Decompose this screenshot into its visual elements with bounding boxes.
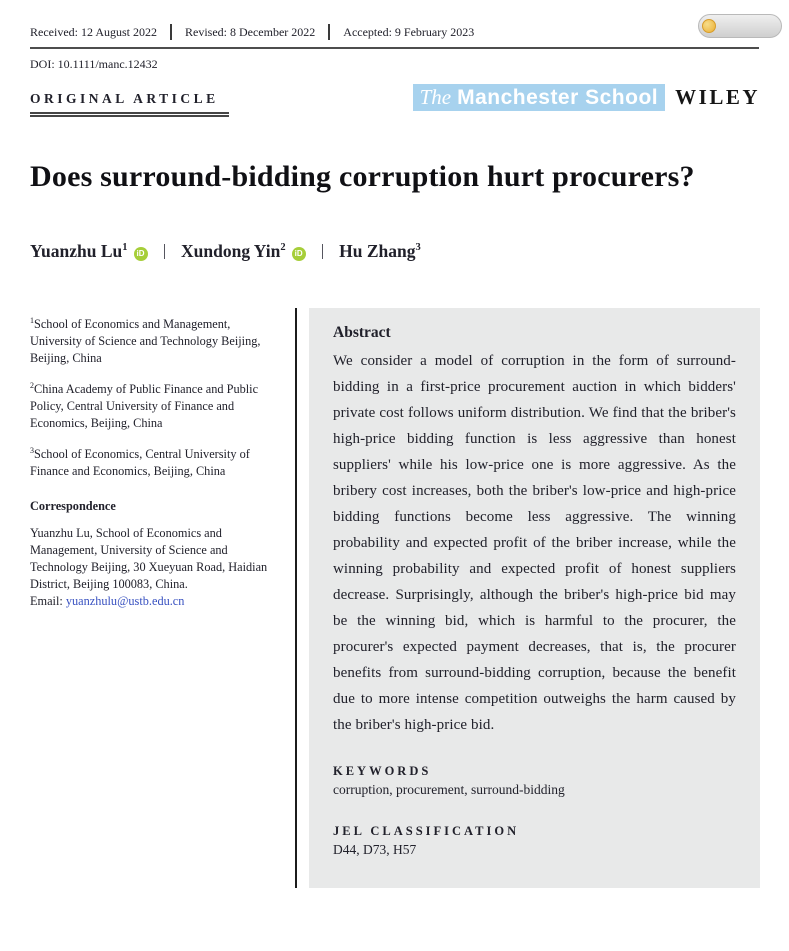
article-history [30,24,759,40]
correspondence-address: Yuanzhu Lu, School of Economics and Management, University of Science and Technology Beijing, 30 Xueyuan Road, Haidian District, Beijing 100083, China. [30,526,268,592]
author-3-affil-sup: 3 [415,242,421,254]
column-divider [295,308,297,888]
author-1-affil-sup: 1 [122,242,128,254]
journal-brand [413,84,760,111]
divider [170,24,172,40]
revised-date: Revised: 8 December 2022 [184,24,316,39]
affiliation-2-sup: 2 [30,381,34,391]
affiliation-1 [30,312,283,367]
author-separator [322,244,324,259]
page-title: Does surround-bidding corruption hurt procurers? [30,160,695,193]
author-1 [30,241,148,262]
check-updates-button[interactable] [698,14,782,38]
article-type-label: ORIGINAL ARTICLE [30,91,229,117]
affiliation-2 [30,377,283,432]
affiliation-1-sup: 1 [30,316,34,325]
main-content [30,308,760,888]
updates-badge-icon [702,19,716,33]
journal-header [30,84,760,111]
wiley-logo: WILEY [675,85,760,109]
correspondence-text [30,525,283,610]
orcid-icon[interactable]: iD [292,247,306,261]
jel-text: D44, D73, H57 [333,842,417,857]
author-separator [164,244,166,259]
orcid-icon[interactable]: iD [134,247,148,261]
author-3 [339,241,421,262]
abstract-panel [309,308,760,888]
journal-logo-the: The [419,85,452,109]
email-link[interactable]: yuanzhulu@ustb.edu.cn [65,594,185,609]
affiliation-1-text: School of Economics and Management, University of Science and Technology Beijing, Beijing, China [30,317,261,366]
email-label: Email: [30,594,66,609]
author-3-name: Hu Zhang [339,241,416,261]
keywords-heading: KEYWORDS [333,764,432,778]
accepted-date: Accepted: 9 February 2023 [343,24,475,39]
doi: DOI: 10.1111/manc.12432 [30,57,158,71]
manchester-school-logo [413,84,666,111]
author-1-name: Yuanzhu Lu [30,241,123,261]
affiliation-3-sup: 3 [30,446,34,456]
correspondence-heading: Correspondence [30,499,116,514]
divider [328,24,330,40]
keywords-text: corruption, procurement, surround-bidding [333,782,565,797]
abstract-text: We consider a model of corruption in the form of surround-bidding in a first-price procurement auction in which bidders' private cost follows uniform distribution. We find that the briber's high-price bidding function is less aggressive than honest suppliers' while his low-price one is more aggressive. As the bribery cost increases, both the briber's low-price and high-price bidding functions become less aggressive. The winning probability and expected profit of the briber increase, while the winning probability and expected profit of honest suppliers decrease. Surprisingly, although the briber's high-price bid may be the winning bid, which is harmful to the procurer, the procurer's expected payment decreases, that is, the procurer benefits from surround-bidding corruption, because the benefit due to more intense competition outweighs the harm caused by the briber's high-price bid. [333,353,736,733]
received-date: Received: 12 August 2022 [30,24,157,39]
affiliation-2-text: China Academy of Public Finance and Public Policy, Central University of Finance and Economics, Beijing, China [30,382,259,431]
author-2-affil-sup: 2 [280,242,286,254]
author-2-name: Xundong Yin [181,241,281,261]
affiliation-3-text: School of Economics, Central University of Finance and Economics, Beijing, China [30,447,250,479]
author-2 [181,241,306,262]
header-rule [30,47,759,49]
affiliation-3 [30,442,283,480]
affiliations-column [30,308,283,888]
author-list [30,241,759,262]
jel-heading: JEL CLASSIFICATION [333,824,520,838]
journal-logo-name: Manchester School [457,85,659,109]
abstract-heading: Abstract [333,324,391,341]
